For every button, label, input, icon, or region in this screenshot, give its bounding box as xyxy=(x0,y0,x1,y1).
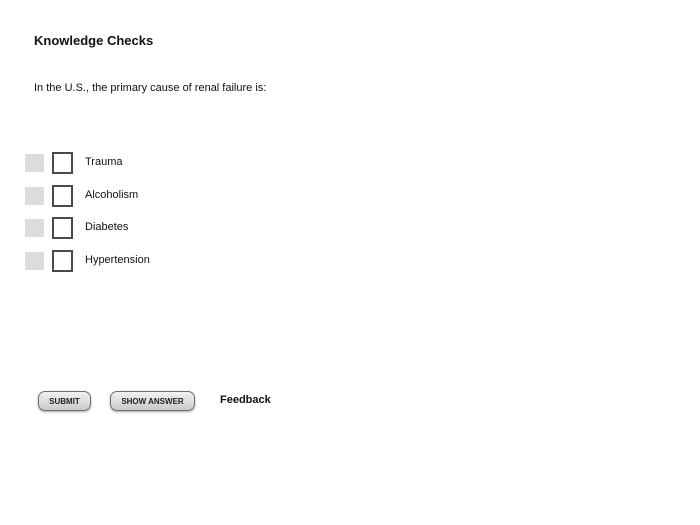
option-checkbox[interactable] xyxy=(52,250,73,272)
option-label[interactable]: Trauma xyxy=(85,156,123,168)
question-text: In the U.S., the primary cause of renal failure is: xyxy=(34,82,267,94)
option-label[interactable]: Alcoholism xyxy=(85,189,139,201)
option-status-marker xyxy=(25,219,44,237)
option-diabetes[interactable] xyxy=(25,217,325,239)
option-status-marker xyxy=(25,187,44,205)
option-alcoholism[interactable] xyxy=(25,185,325,207)
option-hypertension[interactable] xyxy=(25,250,325,272)
option-checkbox[interactable] xyxy=(52,185,73,207)
option-checkbox[interactable] xyxy=(52,152,73,174)
submit-button[interactable]: SUBMIT xyxy=(38,391,91,411)
feedback-label: Feedback xyxy=(220,394,271,406)
option-label[interactable]: Hypertension xyxy=(85,254,150,266)
option-status-marker xyxy=(25,154,44,172)
page-title: Knowledge Checks xyxy=(34,33,154,48)
option-trauma[interactable] xyxy=(25,152,325,174)
option-checkbox[interactable] xyxy=(52,217,73,239)
option-status-marker xyxy=(25,252,44,270)
answer-options xyxy=(25,152,325,283)
show-answer-button[interactable]: SHOW ANSWER xyxy=(110,391,195,411)
option-label[interactable]: Diabetes xyxy=(85,221,129,233)
